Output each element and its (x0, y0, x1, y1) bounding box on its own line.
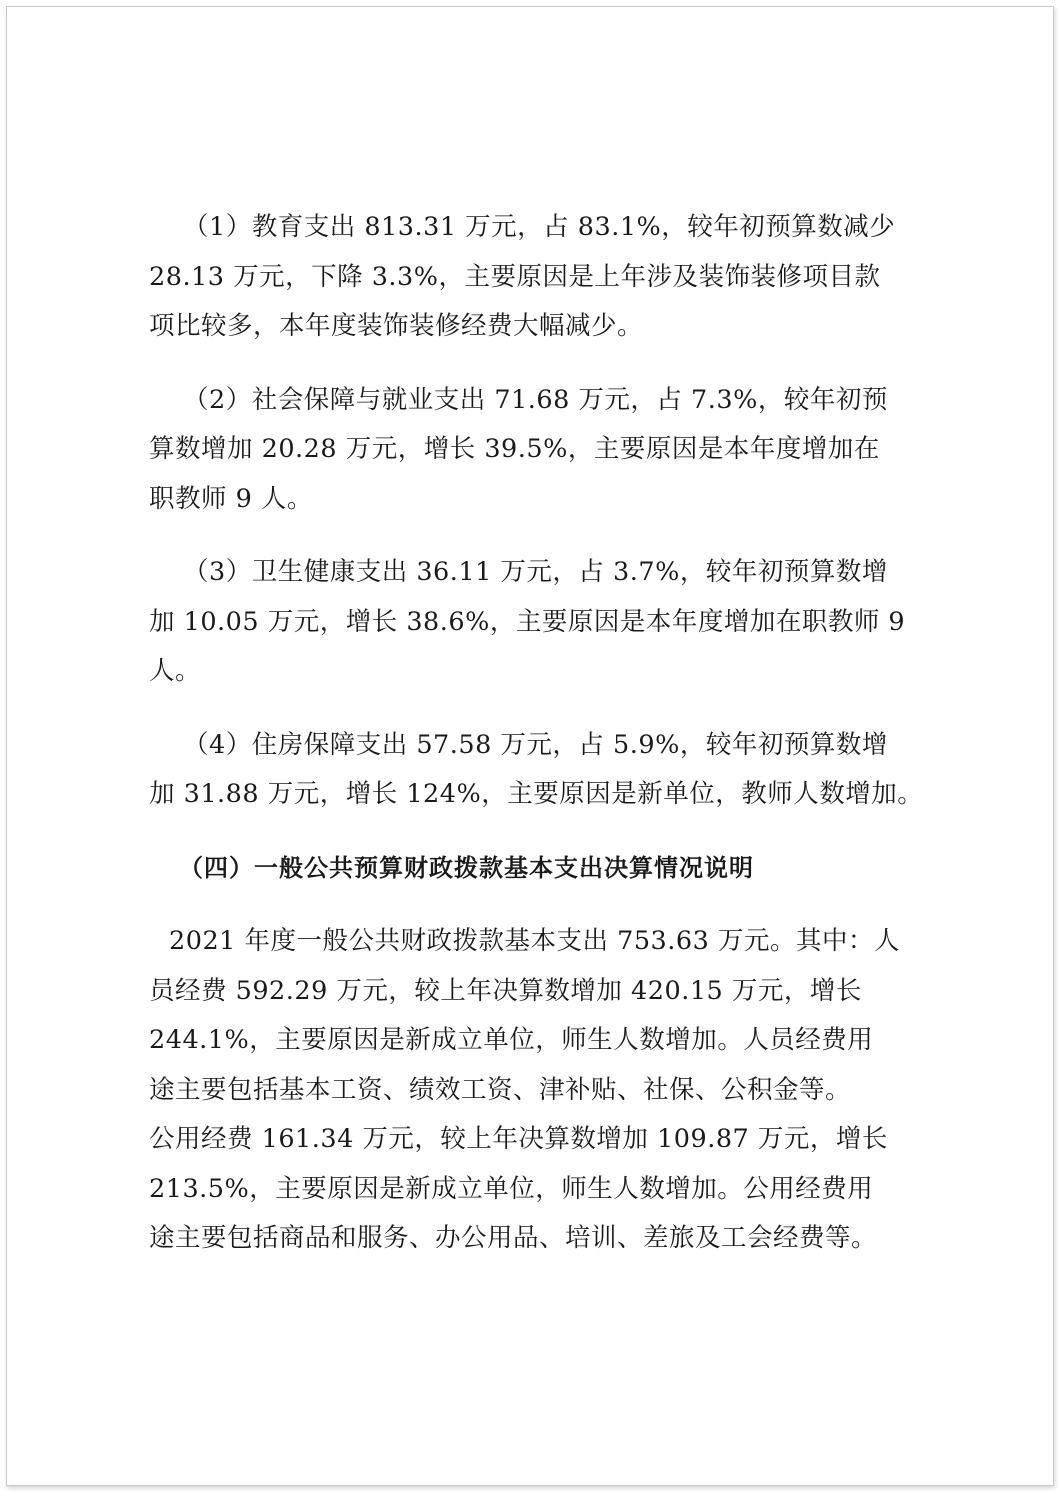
text-line: 员经费 592.29 万元，较上年决算数增加 420.15 万元，增长 (149, 975, 862, 1006)
text-line: （2）社会保障与就业支出 71.68 万元，占 7.3%，较年初预 (183, 384, 888, 415)
text-line: 人。 (149, 656, 202, 686)
text-line: 公用经费 161.34 万元，较上年决算数增加 109.87 万元，增长 (149, 1124, 888, 1154)
paragraph-health-expenditure (149, 548, 939, 697)
text-line: 途主要包括基本工资、绩效工资、津补贴、社保、公积金等。 (149, 1074, 852, 1105)
paragraph-education-expenditure (149, 203, 939, 352)
text-line: 213.5%，主要原因是新成立单位，师生人数增加。公用经费用 (149, 1173, 874, 1204)
text-line: （1）教育支出 813.31 万元，占 83.1%，较年初预算数减少 (183, 212, 896, 242)
text-line: （4）住房保障支出 57.58 万元，占 5.9%，较年初预算数增 (183, 729, 888, 760)
document-body (149, 203, 939, 1264)
text-line: （3）卫生健康支出 36.11 万元，占 3.7%，较年初预算数增 (183, 557, 888, 587)
text-line: 算数增加 20.28 万元，增长 39.5%，主要原因是本年度增加在 (149, 434, 880, 464)
text-line: 2021 年度一般公共财政拨款基本支出 753.63 万元。其中：人 (169, 926, 900, 956)
text-line: 加 31.88 万元，增长 124%，主要原因是新单位，教师人数增加。 (149, 779, 924, 809)
text-line: 项比较多，本年度装饰装修经费大幅减少。 (149, 311, 644, 341)
text-line: 加 10.05 万元，增长 38.6%，主要原因是本年度增加在职教师 9 (149, 606, 906, 637)
paragraph-basic-expenditure-summary (149, 917, 939, 1264)
text-line: 途主要包括商品和服务、办公用品、培训、差旅及工会经费等。 (149, 1223, 878, 1253)
text-line: 职教师 9 人。 (149, 483, 313, 514)
paragraph-social-security-expenditure (149, 376, 939, 525)
paragraph-housing-expenditure (149, 721, 939, 820)
section-heading: （四）一般公共预算财政拨款基本支出决算情况说明 (179, 853, 754, 882)
text-line: 244.1%，主要原因是新成立单位，师生人数增加。人员经费用 (149, 1025, 874, 1055)
text-line: 28.13 万元，下降 3.3%，主要原因是上年涉及装饰装修项目款 (149, 261, 881, 292)
document-page (6, 6, 1054, 1486)
